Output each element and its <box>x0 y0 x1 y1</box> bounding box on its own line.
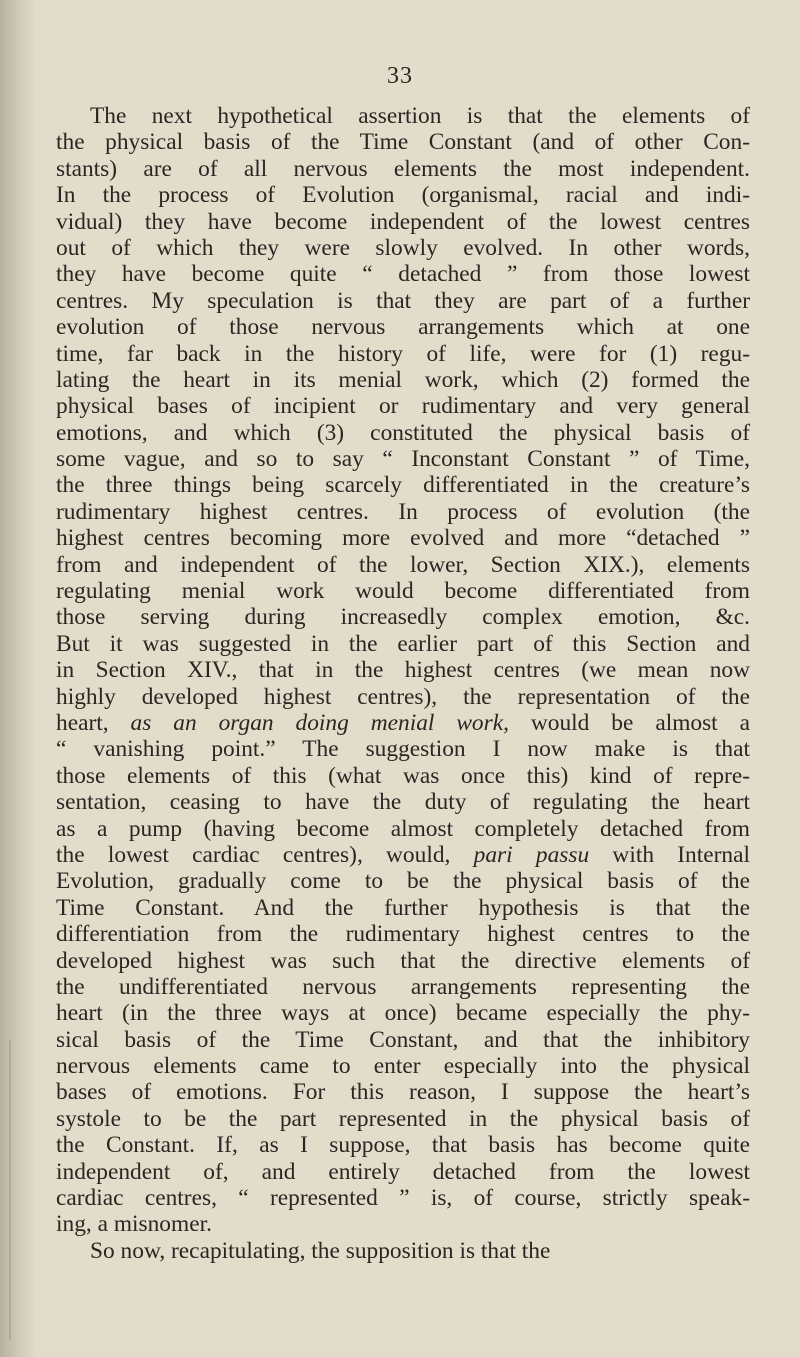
text-line: time, far back in the history of life, were for (1) regu- <box>56 340 750 367</box>
text-line: cardiac centres, “ represented ” is, of course, strictly speak- <box>56 1185 750 1212</box>
text-line: out of which they were slowly evolved. In other words, <box>56 234 750 261</box>
text-line: Time Constant. And the further hypothesis is that the <box>56 894 750 921</box>
text-line: But it was suggested in the earlier part of this Section and <box>56 630 750 657</box>
text-line: Evolution, gradually come to be the physical basis of the <box>56 868 750 895</box>
text-line: “ vanishing point.” The suggestion I now make is that <box>56 736 750 763</box>
page-number: 33 <box>387 63 413 89</box>
text-line: developed highest was such that the directive elements of <box>56 947 750 974</box>
italic-phrase: as an organ doing menial work, <box>130 709 509 736</box>
text-line: they have become quite “ detached ” from those lowest <box>56 261 750 288</box>
text-line: sentation, ceasing to have the duty of regulating the heart <box>56 789 750 816</box>
text-line: from and independent of the lower, Section XIX.), elements <box>56 551 750 578</box>
italic-phrase: pari passu <box>473 841 590 868</box>
text-line: ing, a misnomer. <box>56 1211 212 1238</box>
text-line: regulating menial work would become differentiated from <box>56 578 750 605</box>
text-line: In the process of Evolution (organismal, racial and indi- <box>56 182 750 209</box>
text-line: stants) are of all nervous elements the most independent. <box>56 155 750 182</box>
text-run: the lowest cardiac centres), would, <box>56 841 474 868</box>
text-run: would be almost a <box>508 709 750 736</box>
text-line: in Section XIV., that in the highest centres (we mean now <box>56 657 750 684</box>
text-line: some vague, and so to say “ Inconstant Constant ” of Time, <box>56 446 750 473</box>
text-line: highest centres becoming more evolved and more “detached ” <box>56 525 750 552</box>
text-line: the Constant. If, as I suppose, that basis has become quite <box>56 1132 750 1159</box>
text-line-italic-phrase <box>56 710 750 736</box>
text-line: as a pump (having become almost completely detached from <box>56 815 750 842</box>
text-line: those elements of this (what was once this) kind of repre- <box>56 762 750 789</box>
text-line-italic-phrase <box>56 842 750 868</box>
text-line: heart (in the three ways at once) became especially the phy- <box>56 1000 750 1027</box>
binding-edge-mark <box>9 1040 11 1340</box>
text-line: independent of, and entirely detached from the lowest <box>56 1158 750 1185</box>
text-line: vidual) they have become independent of the lowest centres <box>56 208 750 235</box>
binding-gutter-shadow <box>0 0 36 1357</box>
text-line: So now, recapitulating, the supposition is that the <box>90 1237 551 1264</box>
text-line: lating the heart in its menial work, which (2) formed the <box>56 366 750 393</box>
text-line: evolution of those nervous arrangements which at one <box>56 314 750 341</box>
text-run: with Internal <box>589 841 750 868</box>
text-line: highly developed highest centres), the representation of the <box>56 683 750 710</box>
text-line: rudimentary highest centres. In process of evolution (the <box>56 498 750 525</box>
text-line: nervous elements came to enter especially into the physical <box>56 1053 750 1080</box>
text-line: The next hypothetical assertion is that the elements of <box>90 103 750 129</box>
text-line: sical basis of the Time Constant, and that the inhibitory <box>56 1026 750 1053</box>
text-line: those serving during increasedly complex emotion, &c. <box>56 604 750 631</box>
text-line: physical bases of incipient or rudimentary and very general <box>56 393 750 420</box>
body-text <box>56 103 750 1264</box>
text-line: the undifferentiated nervous arrangements representing the <box>56 973 750 1000</box>
text-line: emotions, and which (3) constituted the physical basis of <box>56 419 750 446</box>
text-line: the three things being scarcely differentiated in the creature’s <box>56 472 750 499</box>
text-run: heart, <box>56 709 131 736</box>
text-line: bases of emotions. For this reason, I suppose the heart’s <box>56 1079 750 1106</box>
text-line: the physical basis of the Time Constant (and of other Con- <box>56 129 750 156</box>
text-line: systole to be the part represented in the physical basis of <box>56 1105 750 1132</box>
text-line: differentiation from the rudimentary highest centres to the <box>56 921 750 948</box>
text-line: centres. My speculation is that they are part of a further <box>56 287 750 314</box>
